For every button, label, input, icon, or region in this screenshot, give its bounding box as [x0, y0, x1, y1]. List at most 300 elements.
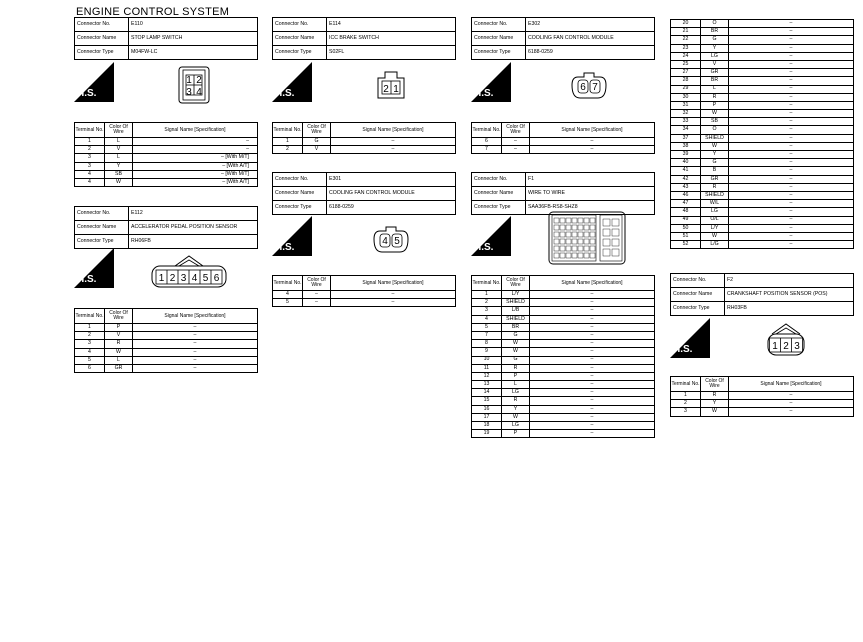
table-row: [472, 364, 655, 372]
cell-wire-color: W: [105, 348, 133, 356]
color-of-wire-header: Color Of Wire: [105, 309, 133, 324]
table-row: [75, 146, 258, 154]
cell-wire-color: O/L: [701, 216, 729, 224]
label-connector_type: Connector Type: [273, 201, 327, 215]
table-row: [75, 356, 258, 364]
label-connector_no: Connector No.: [273, 173, 327, 187]
pin-number: 5: [394, 236, 400, 247]
value-type: M04FW-LC: [129, 46, 258, 60]
cell-wire-color: L/Y: [502, 291, 530, 299]
table-row: [671, 183, 854, 191]
label-connector_no: Connector No.: [472, 18, 526, 32]
cell-signal: –: [729, 28, 854, 36]
connector-face-e110: [178, 66, 210, 104]
cell-wire-color: GR: [105, 364, 133, 372]
cell-wire-color: O: [701, 126, 729, 134]
value-name: STOP LAMP SWITCH: [129, 32, 258, 46]
cell-signal: –: [729, 77, 854, 85]
table-row: [273, 138, 456, 146]
cell-wire-color: Y: [701, 44, 729, 52]
pin-number: 3: [180, 273, 187, 284]
value-type: RH03FB: [725, 302, 854, 316]
cell-wire-color: LG: [701, 208, 729, 216]
cell-wire-color: GR: [701, 175, 729, 183]
table-row: [75, 364, 258, 372]
terminal-no-header: Terminal No.: [75, 123, 105, 138]
cell-wire-color: G: [701, 36, 729, 44]
value-type: S02FL: [327, 46, 456, 60]
label-connector_name: Connector Name: [671, 288, 725, 302]
hs-label: H.S.: [77, 88, 97, 99]
cell-wire-color: L/Y: [701, 224, 729, 232]
table-row: [671, 216, 854, 224]
table-row: [671, 110, 854, 118]
cell-terminal: 48: [671, 208, 701, 216]
table-row: [671, 85, 854, 93]
table-row: [472, 430, 655, 438]
cell-signal: –: [133, 332, 258, 340]
cell-signal: – [With M/T]: [133, 170, 258, 178]
cell-wire-color: LG: [502, 422, 530, 430]
cell-wire-color: Y: [105, 162, 133, 170]
cell-signal: – [With A/T]: [133, 178, 258, 186]
table-row: [671, 175, 854, 183]
value-type: 6188-0259: [526, 46, 655, 60]
terminal-table-e110: [74, 122, 258, 187]
connector-header-e302: [471, 17, 655, 60]
connector-face-e302: [570, 70, 608, 100]
cell-signal: –: [530, 146, 655, 154]
cell-signal: –: [530, 340, 655, 348]
cell-wire-color: Y: [701, 400, 729, 408]
terminal-table-e114: [272, 122, 456, 154]
label-connector_name: Connector Name: [472, 32, 526, 46]
cell-wire-color: W: [502, 348, 530, 356]
cell-terminal: 2: [472, 299, 502, 307]
cell-wire-color: V: [105, 332, 133, 340]
cell-terminal: 23: [671, 44, 701, 52]
cell-wire-color: Y: [701, 151, 729, 159]
cell-terminal: 2: [671, 400, 701, 408]
table-row: [671, 126, 854, 134]
cell-wire-color: W: [502, 413, 530, 421]
cell-signal: –: [133, 356, 258, 364]
pin-number: 4: [382, 236, 388, 247]
color-of-wire-header: Color Of Wire: [303, 123, 331, 138]
cell-terminal: 33: [671, 118, 701, 126]
table-row: [75, 162, 258, 170]
cell-signal: –: [530, 372, 655, 380]
cell-terminal: 24: [671, 52, 701, 60]
cell-wire-color: L/B: [502, 307, 530, 315]
cell-wire-color: L: [105, 154, 133, 162]
cell-wire-color: L: [502, 381, 530, 389]
cell-terminal: 47: [671, 200, 701, 208]
connector-header-e114: [272, 17, 456, 60]
connector-face-e114: [376, 70, 406, 100]
connector-face-e112: [150, 254, 228, 290]
cell-wire-color: Y: [502, 405, 530, 413]
cell-signal: –: [729, 93, 854, 101]
table-row: [75, 138, 258, 146]
cell-wire-color: SHIELD: [701, 134, 729, 142]
cell-terminal: 27: [671, 69, 701, 77]
pin-number: 1: [393, 84, 399, 95]
terminal-no-header: Terminal No.: [75, 309, 105, 324]
cell-wire-color: GR: [701, 69, 729, 77]
table-row: [472, 146, 655, 154]
signal-name-header: Signal Name [Specification]: [530, 123, 655, 138]
cell-wire-color: W/L: [701, 200, 729, 208]
table-row: [472, 422, 655, 430]
table-row: [273, 146, 456, 154]
cell-signal: –: [729, 408, 854, 416]
cell-terminal: 2: [75, 332, 105, 340]
table-row: [671, 232, 854, 240]
cell-signal: –: [133, 324, 258, 332]
cell-signal: –: [729, 241, 854, 249]
table-row: [472, 315, 655, 323]
table-row: [671, 400, 854, 408]
cell-terminal: 5: [75, 356, 105, 364]
cell-signal: –: [530, 405, 655, 413]
label-connector_type: Connector Type: [472, 201, 526, 215]
cell-terminal: 41: [671, 167, 701, 175]
terminal-table-f2: [670, 376, 854, 417]
cell-terminal: 38: [671, 142, 701, 150]
pin-number: 4: [191, 273, 198, 284]
cell-signal: –: [133, 146, 258, 154]
harness-side-icon: [471, 62, 511, 102]
cell-signal: –: [530, 381, 655, 389]
cell-signal: –: [530, 397, 655, 405]
cell-wire-color: G: [701, 159, 729, 167]
harness-side-icon: [74, 62, 114, 102]
cell-wire-color: G: [502, 356, 530, 364]
table-row: [671, 200, 854, 208]
cell-wire-color: P: [502, 430, 530, 438]
connector-header-e110: [74, 17, 258, 60]
label-connector_name: Connector Name: [472, 187, 526, 201]
cell-wire-color: –: [303, 299, 331, 307]
cell-signal: –: [331, 146, 456, 154]
cell-wire-color: R: [502, 364, 530, 372]
signal-name-header: Signal Name [Specification]: [530, 276, 655, 291]
label-connector_type: Connector Type: [273, 46, 327, 60]
cell-terminal: 22: [671, 36, 701, 44]
cell-signal: –: [729, 191, 854, 199]
connector-header-e112: [74, 206, 258, 249]
table-row: [472, 372, 655, 380]
cell-wire-color: G: [303, 138, 331, 146]
harness-side-icon: [272, 216, 312, 256]
cell-signal: –: [729, 101, 854, 109]
cell-terminal: 25: [671, 60, 701, 68]
cell-signal: – [With A/T]: [133, 162, 258, 170]
value-name: COOLING FAN CONTROL MODULE: [526, 32, 655, 46]
value-no: F1: [526, 173, 655, 187]
terminal-table-e302: [471, 122, 655, 154]
cell-terminal: 51: [671, 232, 701, 240]
table-row: [273, 291, 456, 299]
cell-terminal: 52: [671, 241, 701, 249]
cell-signal: –: [530, 389, 655, 397]
hs-label: H.S.: [474, 242, 494, 253]
pin-number: 5: [202, 273, 209, 284]
cell-terminal: 42: [671, 175, 701, 183]
cell-wire-color: BR: [502, 323, 530, 331]
label-connector_type: Connector Type: [472, 46, 526, 60]
cell-signal: –: [133, 138, 258, 146]
cell-wire-color: L: [701, 85, 729, 93]
cell-signal: –: [729, 167, 854, 175]
table-row: [472, 138, 655, 146]
cell-wire-color: O: [701, 20, 729, 28]
cell-wire-color: V: [701, 60, 729, 68]
cell-terminal: 37: [671, 134, 701, 142]
terminal-no-header: Terminal No.: [273, 276, 303, 291]
cell-wire-color: SHIELD: [502, 315, 530, 323]
cell-wire-color: –: [303, 291, 331, 299]
cell-terminal: 31: [671, 101, 701, 109]
cell-signal: –: [729, 85, 854, 93]
table-row: [75, 178, 258, 186]
pin-number: 2: [383, 84, 389, 95]
pin-number: 2: [169, 273, 176, 284]
label-connector_name: Connector Name: [273, 187, 327, 201]
cell-terminal: 40: [671, 159, 701, 167]
table-row: [671, 60, 854, 68]
terminal-no-header: Terminal No.: [472, 276, 502, 291]
cell-signal: –: [530, 364, 655, 372]
table-row: [472, 413, 655, 421]
value-no: F2: [725, 274, 854, 288]
label-connector_type: Connector Type: [75, 46, 129, 60]
color-of-wire-header: Color Of Wire: [303, 276, 331, 291]
table-row: [472, 331, 655, 339]
cell-signal: –: [331, 138, 456, 146]
cell-wire-color: L/G: [701, 241, 729, 249]
table-row: [671, 191, 854, 199]
connector-face-e301: [372, 224, 410, 254]
pin-number: 1: [186, 75, 192, 86]
table-row: [671, 167, 854, 175]
harness-side-icon: [74, 248, 114, 288]
table-row: [75, 324, 258, 332]
pin-number: 7: [592, 82, 598, 93]
cell-signal: –: [729, 400, 854, 408]
cell-signal: –: [729, 159, 854, 167]
pin-number: 1: [158, 273, 165, 284]
pin-number: 6: [213, 273, 220, 284]
cell-signal: –: [729, 200, 854, 208]
table-row: [472, 348, 655, 356]
cell-terminal: 3: [75, 154, 105, 162]
cell-wire-color: W: [502, 340, 530, 348]
cell-wire-color: L: [105, 138, 133, 146]
cell-terminal: 5: [472, 323, 502, 331]
table-row: [472, 307, 655, 315]
cell-wire-color: LG: [701, 52, 729, 60]
cell-signal: –: [530, 413, 655, 421]
table-row: [671, 151, 854, 159]
terminal-table-e112: [74, 308, 258, 373]
cell-terminal: 3: [671, 408, 701, 416]
value-name: CRANKSHAFT POSITION SENSOR (POS): [725, 288, 854, 302]
value-type: SAA36FB-RS8-SHZ8: [526, 201, 655, 215]
table-row: [472, 397, 655, 405]
cell-wire-color: –: [502, 146, 530, 154]
cell-terminal: 1: [671, 392, 701, 400]
cell-signal: –: [530, 356, 655, 364]
cell-terminal: 49: [671, 216, 701, 224]
table-row: [75, 340, 258, 348]
hs-label: H.S.: [275, 242, 295, 253]
cell-signal: –: [530, 307, 655, 315]
cell-wire-color: R: [502, 397, 530, 405]
cell-terminal: 3: [472, 307, 502, 315]
terminal-no-header: Terminal No.: [472, 123, 502, 138]
cell-wire-color: LG: [502, 389, 530, 397]
color-of-wire-header: Color Of Wire: [105, 123, 133, 138]
table-row: [671, 159, 854, 167]
cell-signal: –: [729, 142, 854, 150]
table-row: [671, 52, 854, 60]
cell-signal: –: [530, 299, 655, 307]
label-connector_no: Connector No.: [75, 18, 129, 32]
table-row: [472, 299, 655, 307]
cell-terminal: 3: [75, 340, 105, 348]
cell-terminal: 4: [75, 348, 105, 356]
cell-terminal: 46: [671, 191, 701, 199]
cell-wire-color: SHIELD: [502, 299, 530, 307]
cell-wire-color: R: [701, 392, 729, 400]
color-of-wire-header: Color Of Wire: [502, 123, 530, 138]
value-type: RH06FB: [129, 235, 258, 249]
table-row: [472, 389, 655, 397]
cell-signal: –: [729, 69, 854, 77]
pin-number: 2: [783, 341, 789, 352]
cell-terminal: 34: [671, 126, 701, 134]
cell-terminal: 10: [472, 356, 502, 364]
page-title: ENGINE CONTROL SYSTEM: [76, 6, 230, 18]
terminal-no-header: Terminal No.: [671, 377, 701, 392]
signal-name-header: Signal Name [Specification]: [729, 377, 854, 392]
cell-terminal: 4: [75, 170, 105, 178]
cell-signal: –: [729, 232, 854, 240]
terminal-table-f1: [471, 275, 655, 438]
cell-wire-color: P: [105, 324, 133, 332]
cell-terminal: 12: [472, 372, 502, 380]
cell-terminal: 15: [472, 397, 502, 405]
cell-wire-color: SB: [701, 118, 729, 126]
harness-side-icon: [471, 216, 511, 256]
cell-signal: –: [729, 134, 854, 142]
connector-face-f1: [548, 211, 626, 265]
cell-signal: –: [729, 183, 854, 191]
cell-terminal: 11: [472, 364, 502, 372]
cell-terminal: 2: [273, 146, 303, 154]
cell-signal: –: [729, 60, 854, 68]
cell-signal: –: [729, 126, 854, 134]
value-no: E301: [327, 173, 456, 187]
cell-wire-color: P: [502, 372, 530, 380]
cell-wire-color: W: [701, 110, 729, 118]
value-no: E114: [327, 18, 456, 32]
value-no: E110: [129, 18, 258, 32]
cell-signal: –: [729, 224, 854, 232]
cell-signal: –: [530, 430, 655, 438]
pin-number: 6: [580, 82, 586, 93]
cell-signal: –: [729, 151, 854, 159]
cell-signal: –: [729, 392, 854, 400]
cell-signal: –: [530, 291, 655, 299]
cell-terminal: 1: [273, 138, 303, 146]
cell-terminal: 3: [75, 162, 105, 170]
connector-face-f2: [766, 322, 806, 358]
cell-terminal: 8: [472, 340, 502, 348]
cell-signal: –: [530, 315, 655, 323]
pin-number: 1: [772, 341, 778, 352]
table-row: [671, 208, 854, 216]
signal-name-header: Signal Name [Specification]: [331, 276, 456, 291]
table-row: [671, 224, 854, 232]
cell-signal: –: [729, 44, 854, 52]
table-row: [472, 381, 655, 389]
cell-terminal: 7: [472, 146, 502, 154]
cell-signal: –: [530, 331, 655, 339]
cell-wire-color: V: [105, 146, 133, 154]
cell-terminal: 39: [671, 151, 701, 159]
pin-number: 2: [196, 75, 202, 86]
terminal-no-header: Terminal No.: [273, 123, 303, 138]
harness-side-icon: [272, 62, 312, 102]
cell-terminal: 21: [671, 28, 701, 36]
table-row: [472, 323, 655, 331]
cell-signal: –: [530, 348, 655, 356]
cell-wire-color: V: [303, 146, 331, 154]
terminal-table-e301: [272, 275, 456, 307]
table-row: [671, 77, 854, 85]
cell-signal: – [With M/T]: [133, 154, 258, 162]
cell-wire-color: R: [701, 183, 729, 191]
table-row: [671, 36, 854, 44]
table-row: [671, 93, 854, 101]
table-row: [671, 118, 854, 126]
label-connector_name: Connector Name: [75, 32, 129, 46]
cell-signal: –: [331, 299, 456, 307]
cell-terminal: 2: [75, 146, 105, 154]
label-connector_no: Connector No.: [75, 207, 129, 221]
cell-terminal: 1: [472, 291, 502, 299]
cell-wire-color: R: [105, 340, 133, 348]
cell-terminal: 30: [671, 93, 701, 101]
cell-terminal: 18: [472, 422, 502, 430]
cell-signal: –: [530, 323, 655, 331]
connector-header-f2: [670, 273, 854, 316]
cell-wire-color: L: [105, 356, 133, 364]
value-type: 6188-0259: [327, 201, 456, 215]
value-name: ICC BRAKE SWITCH: [327, 32, 456, 46]
cell-wire-color: SHIELD: [701, 191, 729, 199]
table-row: [671, 69, 854, 77]
table-row: [472, 340, 655, 348]
cell-terminal: 6: [472, 138, 502, 146]
table-row: [671, 392, 854, 400]
cell-signal: –: [729, 20, 854, 28]
pin-number: 3: [186, 87, 192, 98]
cell-signal: –: [133, 340, 258, 348]
